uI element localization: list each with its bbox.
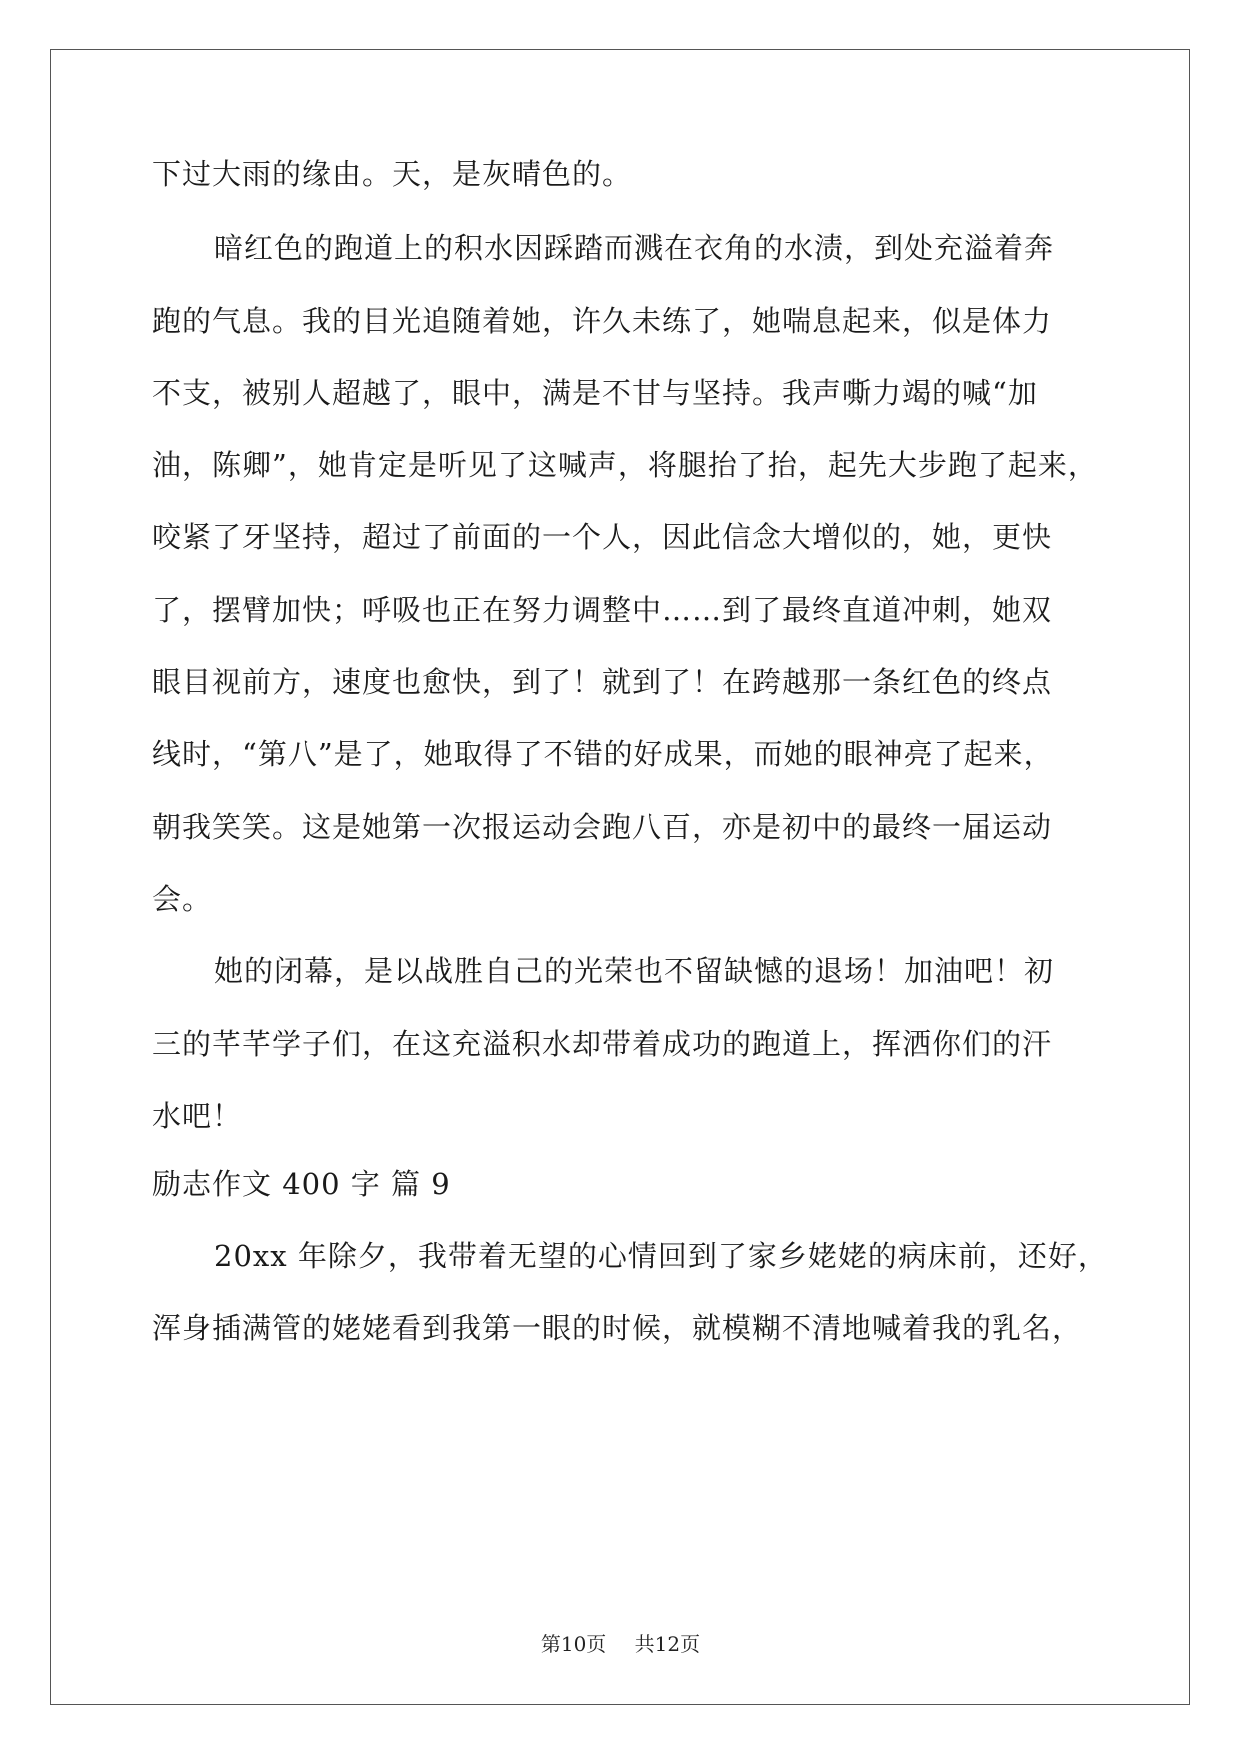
text-line: 会。 [152, 882, 213, 916]
page-frame [50, 49, 1190, 1705]
text-line: 了，摆臂加快；呼吸也正在努力调整中……到了最终直道冲刺，她双 [152, 593, 1053, 627]
text-line: 跑的气息。我的目光追随着她，许久未练了，她喘息起来，似是体力 [152, 304, 1053, 338]
text-line: 油，陈卿”，她肯定是听见了这喊声，将腿抬了抬，起先大步跑了起来， [152, 448, 1098, 482]
text-line: 线时，“第八”是了，她取得了不错的好成果，而她的眼神亮了起来， [152, 737, 1054, 771]
text-line: 下过大雨的缘由。天，是灰晴色的。 [152, 157, 633, 191]
text-line: 咬紧了牙坚持，超过了前面的一个人，因此信念大增似的，她，更快 [152, 520, 1053, 554]
page-number: 第10页 [540, 1632, 607, 1656]
text-line: 眼目视前方，速度也愈快，到了！就到了！在跨越那一条红色的终点 [152, 665, 1053, 699]
text-line: 三的芊芊学子们，在这充溢积水却带着成功的跑道上，挥洒你们的汗 [152, 1027, 1053, 1061]
text-line: 朝我笑笑。这是她第一次报运动会跑八百，亦是初中的最终一届运动 [152, 810, 1053, 844]
text-line: 不支，被别人超越了，眼中，满是不甘与坚持。我声嘶力竭的喊“加 [152, 376, 1038, 410]
page-total: 共12页 [634, 1632, 701, 1656]
text-line: 水吧！ [152, 1099, 243, 1133]
paragraph-line: 她的闭幕，是以战胜自己的光荣也不留缺憾的退场！加油吧！初 [214, 954, 1055, 988]
text-line: 浑身插满管的姥姥看到我第一眼的时候，就模糊不清地喊着我的乳名， [152, 1311, 1083, 1345]
page-footer [0, 1632, 1241, 1656]
paragraph-line: 20xx 年除夕，我带着无望的心情回到了家乡姥姥的病床前，还好， [214, 1239, 1108, 1273]
paragraph-line: 暗红色的跑道上的积水因踩踏而溅在衣角的水渍，到处充溢着奔 [214, 231, 1055, 265]
section-heading: 励志作文 400 字 篇 9 [152, 1167, 451, 1201]
